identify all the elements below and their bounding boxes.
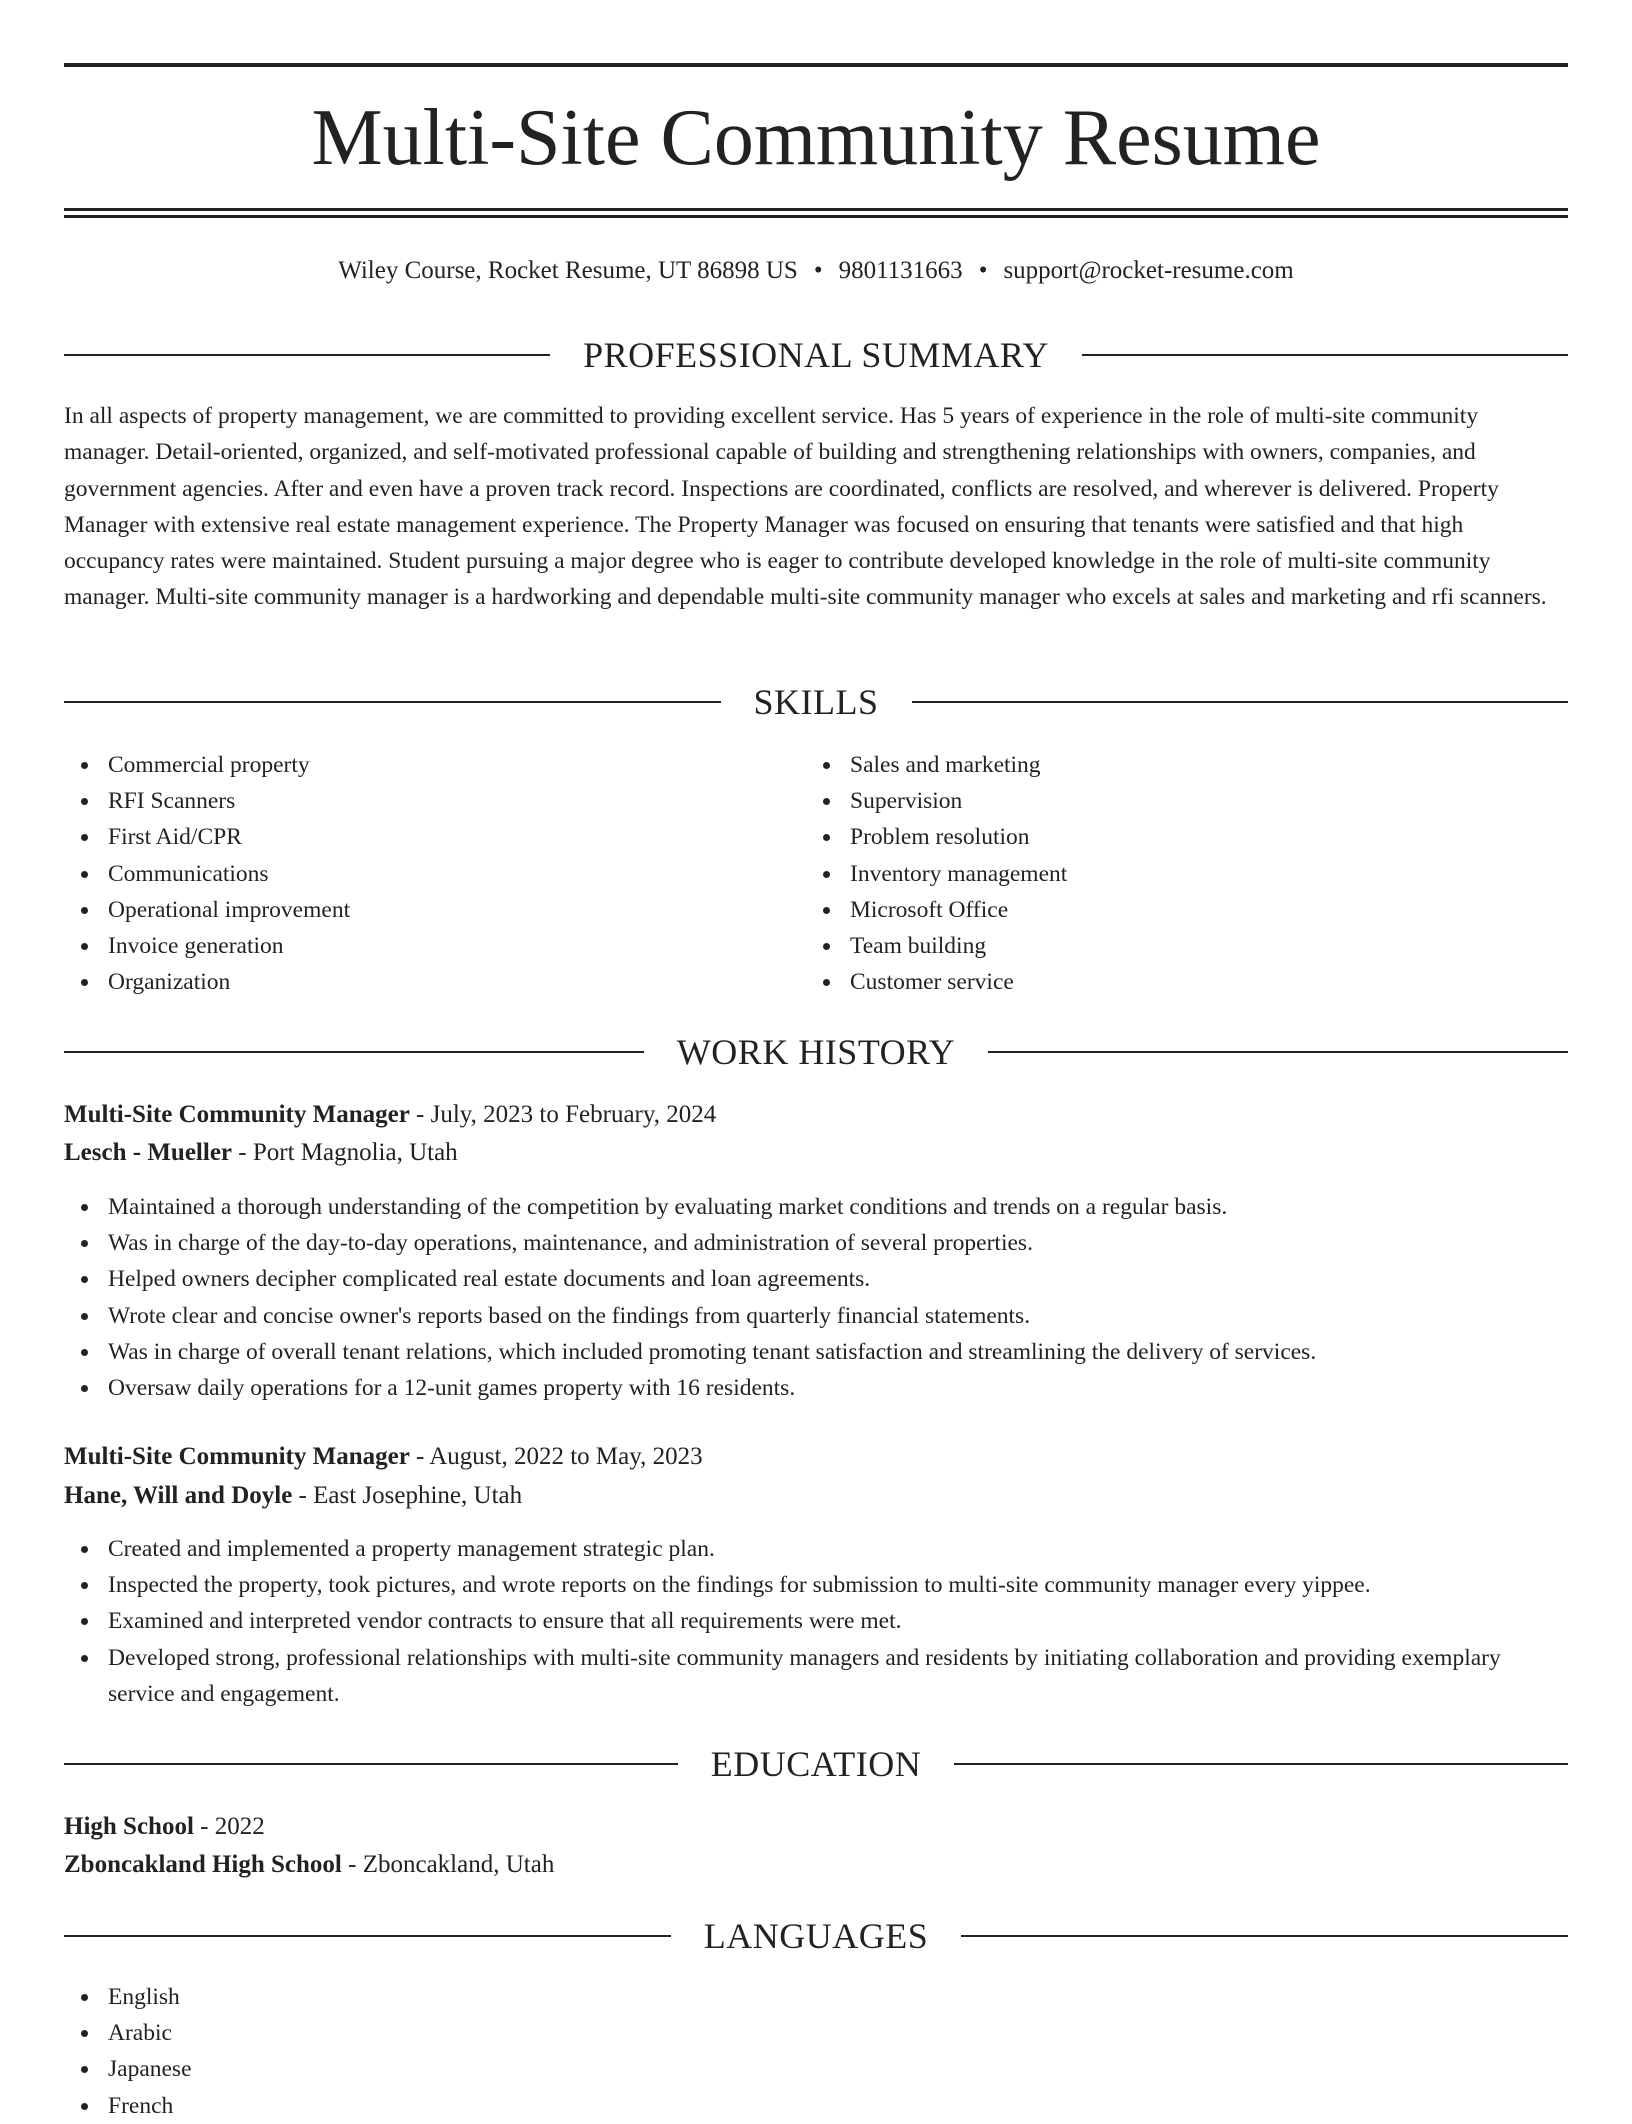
heading-rule-right bbox=[912, 701, 1569, 703]
skill-item: Communications bbox=[64, 856, 764, 892]
job-bullet: Was in charge of the day-to-day operations, maintenance, and administration of several properties. bbox=[64, 1225, 1568, 1261]
heading-rule-right bbox=[988, 1051, 1568, 1053]
heading-rule-left bbox=[64, 1051, 644, 1053]
education-year: - 2022 bbox=[193, 1813, 265, 1840]
education-location: - Zboncakland, Utah bbox=[341, 1851, 555, 1878]
job-company: Lesch - Mueller bbox=[64, 1139, 233, 1166]
skills-list-left bbox=[64, 747, 764, 1000]
job-title-line bbox=[64, 1438, 1568, 1476]
resume-title: Multi-Site Community Resume bbox=[311, 94, 1321, 182]
education-school: Zboncakland High School bbox=[64, 1851, 342, 1878]
skill-item: Invoice generation bbox=[64, 928, 764, 964]
section-title: LANGUAGES bbox=[703, 1916, 929, 1956]
education-degree: High School bbox=[64, 1813, 194, 1840]
job-company: Hane, Will and Doyle bbox=[64, 1482, 293, 1509]
job-bullet: Developed strong, professional relationships with multi-site community managers and residents by initiating collaboration and providing exemplary service and engagement. bbox=[64, 1640, 1568, 1712]
job-bullet: Was in charge of overall tenant relations, which included promoting tenant satisfaction and streamlining the delivery of services. bbox=[64, 1334, 1568, 1370]
education-school-line bbox=[64, 1846, 1568, 1884]
skill-item: Organization bbox=[64, 964, 764, 1000]
section-title: PROFESSIONAL SUMMARY bbox=[583, 335, 1049, 375]
heading-rule-right bbox=[954, 1763, 1568, 1765]
job-bullet: Maintained a thorough understanding of the competition by evaluating market conditions and trends on a regular basis. bbox=[64, 1189, 1568, 1225]
title-double-rule bbox=[64, 208, 1568, 218]
language-item: French bbox=[64, 2088, 1568, 2124]
heading-rule-right bbox=[1082, 354, 1568, 356]
section-heading-skills bbox=[64, 680, 1568, 724]
job-dates: - July, 2023 to February, 2024 bbox=[409, 1101, 717, 1128]
skill-item: Customer service bbox=[806, 964, 1506, 1000]
top-rule bbox=[64, 63, 1568, 67]
contact-separator: • bbox=[978, 257, 988, 284]
section-heading-education bbox=[64, 1742, 1568, 1786]
job-bullet: Created and implemented a property management strategic plan. bbox=[64, 1531, 1568, 1567]
section-heading-summary bbox=[64, 333, 1568, 377]
skill-item: Inventory management bbox=[806, 856, 1506, 892]
skill-item: Team building bbox=[806, 928, 1506, 964]
job-company-line bbox=[64, 1134, 1568, 1172]
skills-list-right bbox=[806, 747, 1506, 1000]
job-title-line bbox=[64, 1096, 1568, 1134]
section-title: EDUCATION bbox=[710, 1744, 922, 1784]
job-bullet: Examined and interpreted vendor contracts to ensure that all requirements were met. bbox=[64, 1603, 1568, 1639]
contact-email: support@rocket-resume.com bbox=[1003, 257, 1294, 284]
skill-item: Sales and marketing bbox=[806, 747, 1506, 783]
contact-line bbox=[64, 254, 1568, 288]
language-item: Arabic bbox=[64, 2015, 1568, 2051]
contact-phone: 9801131663 bbox=[838, 257, 963, 284]
heading-rule-left bbox=[64, 1935, 671, 1937]
heading-rule-left bbox=[64, 1763, 678, 1765]
section-title: WORK HISTORY bbox=[676, 1032, 956, 1072]
contact-separator: • bbox=[813, 257, 823, 284]
skill-item: Supervision bbox=[806, 783, 1506, 819]
job-bullet: Oversaw daily operations for a 12-unit games property with 16 residents. bbox=[64, 1370, 1568, 1406]
job-dates: - August, 2022 to May, 2023 bbox=[409, 1443, 703, 1470]
language-item: Japanese bbox=[64, 2051, 1568, 2087]
education-degree-line bbox=[64, 1808, 1568, 1846]
job-title: Multi-Site Community Manager bbox=[64, 1443, 410, 1470]
heading-rule-left bbox=[64, 701, 721, 703]
job-bullet: Inspected the property, took pictures, and wrote reports on the findings for submission to multi-site community manager every yippee. bbox=[64, 1567, 1568, 1603]
summary-text: In all aspects of property management, we are committed to providing excellent service. Has 5 years of experience in the role of multi-site community manager. Detail-oriented, organized, and self-motivated professional capable of building and strengthening relationships with owners, companies, and government agencies. After and even have a proven track record. Inspections are coordinated, conflicts are resolved, and wherever is delivered. Property Manager with extensive real estate management experience. The Property Manager was focused on ensuring that tenants were satisfied and that high occupancy rates were maintained. Student pursuing a major degree who is eager to contribute developed knowledge in the role of multi-site community manager. Multi-site community manager is a hardworking and dependable multi-site community manager who excels at sales and marketing and rfi scanners. bbox=[64, 403, 1547, 611]
skill-item: Operational improvement bbox=[64, 892, 764, 928]
job-bullet: Helped owners decipher complicated real estate documents and loan agreements. bbox=[64, 1261, 1568, 1297]
section-heading-languages bbox=[64, 1914, 1568, 1958]
job-location: - Port Magnolia, Utah bbox=[232, 1139, 458, 1166]
job-company-line bbox=[64, 1477, 1568, 1515]
heading-rule-left bbox=[64, 354, 550, 356]
heading-rule-right bbox=[961, 1935, 1568, 1937]
job-bullets bbox=[64, 1189, 1568, 1406]
languages-list bbox=[64, 1979, 1568, 2124]
skill-item: RFI Scanners bbox=[64, 783, 764, 819]
language-item: English bbox=[64, 1979, 1568, 2015]
skill-item: Commercial property bbox=[64, 747, 764, 783]
skill-item: Microsoft Office bbox=[806, 892, 1506, 928]
job-title: Multi-Site Community Manager bbox=[64, 1101, 410, 1128]
job-bullet: Wrote clear and concise owner's reports based on the findings from quarterly financial statements. bbox=[64, 1298, 1568, 1334]
job-location: - East Josephine, Utah bbox=[292, 1482, 523, 1509]
skill-item: Problem resolution bbox=[806, 819, 1506, 855]
contact-address: Wiley Course, Rocket Resume, UT 86898 US bbox=[338, 257, 798, 284]
skill-item: First Aid/CPR bbox=[64, 819, 764, 855]
section-heading-work bbox=[64, 1030, 1568, 1074]
job-bullets bbox=[64, 1531, 1568, 1712]
section-title: SKILLS bbox=[753, 682, 879, 722]
